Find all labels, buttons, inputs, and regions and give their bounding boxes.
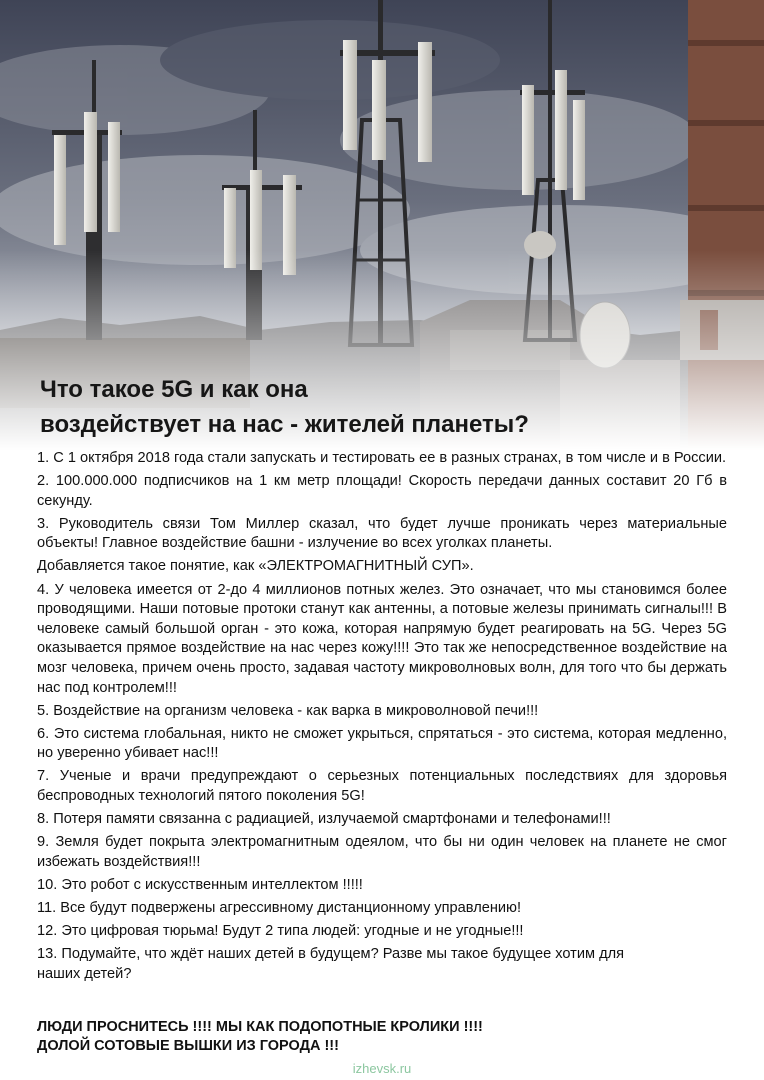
paragraph: 9. Земля будет покрыта электромагнитным одеялом, что бы ни один человек на планете не смог избежать воздействия!!! [37, 834, 727, 870]
paragraph: 2. 100.000.000 подписчиков на 1 км метр площади! Скорость передачи данных составит 20 Гб в секунду. [37, 473, 727, 509]
paragraph: 8. Потеря памяти связанна с радиацией, излучаемой смартфонами и телефонами!!! [37, 811, 611, 828]
paragraph: 6. Это система глобальная, никто не сможет укрыться, спрятаться - это система, которая медленно, но уверенно убивает нас!!! [37, 725, 727, 762]
call-to-action-line-2: ДОЛОЙ СОТОВЫЕ ВЫШКИ ИЗ ГОРОДА !!! [37, 1038, 339, 1054]
title-line-2: воздействует на нас - жителей планеты? [40, 411, 529, 438]
call-to-action [37, 1018, 483, 1056]
paragraph: 4. У человека имеется от 2-до 4 миллионов потных желез. Это означает, что мы становимся более проводящими. Наши потовые протоки станут как антенны, а потовые железы принимать сигналы!!! В человеке самый большой орган - это кожа, которая напрямую будет реагировать на 5G. Через 5G оказывается прямое воздействие на нас через кожу!!!! Это так же непосредственное воздействие на мозг человека, причем очень просто, задавая частоту микроволновых волн, для того что бы держать нас под контролем!!! [37, 581, 727, 696]
title-line-1: Что такое 5G и как она [40, 376, 308, 403]
watermark: izhevsk.ru [352, 1061, 412, 1076]
paragraph: 7. Ученые и врачи предупреждают о серьезных потенциальных последствиях для здоровья беспроводных технологий пятого поколения 5G! [37, 768, 727, 804]
paragraph: 5. Воздействие на организм человека - как варка в микроволновой печи!!! [37, 702, 539, 719]
paragraph: 1. С 1 октября 2018 года стали запускать и тестировать ее в разных странах, в том числе и в России. [37, 450, 727, 466]
article-body [37, 449, 727, 988]
paragraph: 3. Руководитель связи Том Миллер сказал, что будет лучше проникать через материальные объекты! Главное воздействие башни - излучение во всех уголках планеты. [37, 515, 727, 552]
paragraph: 12. Это цифровая тюрьма! Будут 2 типа людей: угодные и не угодные!!! [37, 923, 524, 940]
call-to-action-line-1: ЛЮДИ ПРОСНИТЕСЬ !!!! МЫ КАК ПОДОПОТНЫЕ КРОЛИКИ !!!! [37, 1019, 483, 1035]
paragraph: Добавляется такое понятие, как «ЭЛЕКТРОМАГНИТНЫЙ СУП». [37, 558, 474, 575]
paragraph: 11. Все будут подвержены агрессивному дистанционному управлению! [37, 899, 522, 916]
paragraph: 10. Это робот с искусственным интеллектом !!!!! [37, 876, 363, 893]
paragraph: 13. Подумайте, что ждёт наших детей в будущем? Разве мы такое будущее хотим для наших детей? [37, 946, 625, 982]
page-title [40, 372, 529, 442]
